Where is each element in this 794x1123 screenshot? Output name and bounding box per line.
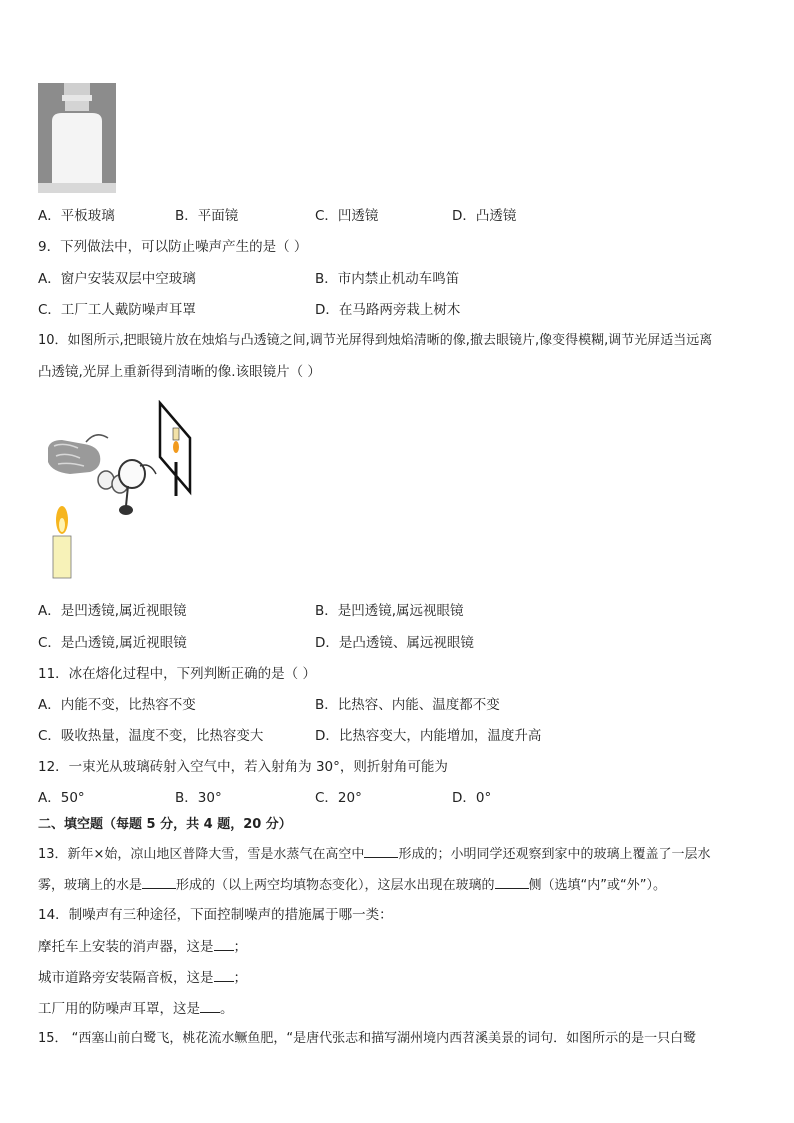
q8-option-b: B．平面镜 [175, 208, 239, 224]
q10-option-c: C．是凸透镜,属近视眼镜 [38, 635, 187, 651]
section-title: 二、填空题（每题 5 分，共 4 题，20 分） [38, 817, 292, 832]
q11-option-b: B．比热容、内能、温度都不变 [315, 697, 500, 713]
q10-stem-line2: 凸透镜,光屏上重新得到清晰的像.该眼镜片（ ） [38, 364, 321, 380]
q14-blank-1[interactable] [214, 936, 234, 951]
q13-text-4: 形成的（以上两空均填物态变化），这层水出现在玻璃的 [176, 878, 495, 893]
q9-option-d: D．在马路两旁栽上树木 [315, 302, 461, 318]
q10-option-d: D．是凸透镜、属远视眼镜 [315, 635, 474, 651]
q14-stem: 14．制噪声有三种途径，下面控制噪声的措施属于哪一类： [38, 907, 393, 923]
q13-text-2: 形成的；小明同学还观察到家中的玻璃上覆盖了一层水 [398, 847, 711, 862]
q15-stem: 15． “西塞山前白鹭飞，桃花流水鳜鱼肥，“是唐代张志和描写湖州境内西苕溪美景的词句．如图所示的是一只白鹭 [38, 1031, 697, 1046]
q10-figure [40, 400, 200, 582]
q11-stem: 11．冰在熔化过程中，下列判断正确的是（ ） [38, 666, 316, 682]
q13-blank-2[interactable] [142, 874, 176, 889]
q13-text-1: 13．新年×始，凉山地区普降大雪，雪是水蒸气在高空中 [38, 847, 365, 862]
q12-option-a: A．50° [38, 790, 85, 806]
q13-line1 [38, 843, 710, 865]
q14-item-2-text: 城市道路旁安装隔音板，这是 [38, 970, 214, 986]
q14-blank-2[interactable] [214, 967, 234, 982]
q12-option-d: D．0° [452, 790, 492, 806]
q12-option-b: B．30° [175, 790, 222, 806]
q14-item-2-end: ； [233, 970, 247, 986]
q13-text-5: 侧（选填“内”或“外”）。 [528, 878, 666, 893]
q12-option-c: C．20° [315, 790, 362, 806]
q14-item-3-text: 工厂用的防噪声耳罩，这是 [38, 1001, 200, 1017]
q14-blank-3[interactable] [200, 998, 220, 1013]
q10-option-a: A．是凹透镜,属近视眼镜 [38, 603, 187, 619]
q9-option-a: A．窗户安装双层中空玻璃 [38, 271, 196, 287]
q8-option-c: C．凹透镜 [315, 208, 379, 224]
q10-option-b: B．是凹透镜,属远视眼镜 [315, 603, 464, 619]
q14-item-3-end: 。 [220, 1001, 234, 1017]
q9-option-b: B．市内禁止机动车鸣笛 [315, 271, 460, 287]
q14-item-1-text: 摩托车上安装的消声器，这是 [38, 939, 214, 955]
q12-stem: 12．一束光从玻璃砖射入空气中，若入射角为 30°，则折射角可能为 [38, 759, 448, 775]
q13-line2 [38, 874, 666, 896]
q9-stem: 9．下列做法中，可以防止噪声产生的是（ ） [38, 239, 308, 255]
q8-option-d: D．凸透镜 [452, 208, 517, 224]
q13-blank-3[interactable] [495, 874, 529, 889]
q11-option-d: D．比热容变大，内能增加，温度升高 [315, 728, 542, 744]
q9-option-c: C．工厂工人戴防噪声耳罩 [38, 302, 196, 318]
q11-option-a: A．内能不变，比热容不变 [38, 697, 196, 713]
q14-item-2 [38, 967, 247, 988]
q14-item-3 [38, 998, 234, 1019]
q8-option-a: A．平板玻璃 [38, 208, 115, 224]
q14-item-1 [38, 936, 247, 957]
q13-blank-1[interactable] [364, 843, 398, 858]
q10-stem-line1: 10．如图所示,把眼镜片放在烛焰与凸透镜之间,调节光屏得到烛焰清晰的像,撤去眼镜片,像变得模糊,调节光屏适当远离 [38, 333, 713, 348]
q11-option-c: C．吸收热量，温度不变，比热容变大 [38, 728, 264, 744]
q8-figure [38, 83, 116, 193]
q13-text-3: 雾，玻璃上的水是 [38, 878, 143, 893]
q14-item-1-end: ； [233, 939, 247, 955]
